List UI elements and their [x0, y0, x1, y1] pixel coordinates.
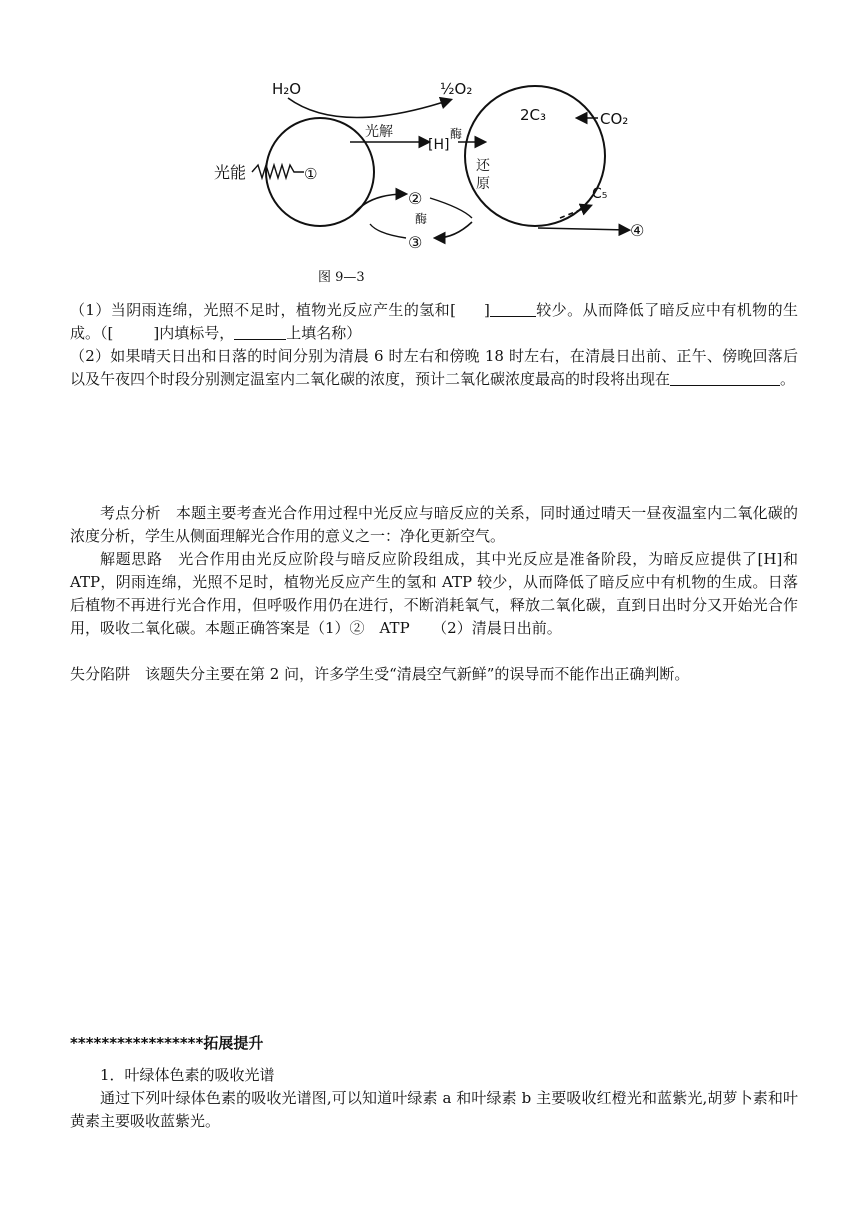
reduction-label-2: 原: [476, 176, 490, 192]
q1-name-blank-2: [234, 323, 286, 340]
atp-cycle-right-arrow: [430, 198, 472, 218]
pitfall-paragraph: 失分陷阱 该题失分主要在第 2 问，许多学生受“清晨空气新鲜”的误导而不能作出正确判断。: [70, 665, 690, 683]
marker-3: ③: [408, 233, 423, 252]
question-1: [70, 299, 798, 345]
diagram-svg: [200, 70, 670, 265]
q1-part1: （1）当阴雨连绵，光照不足时，植物光反应产生的氢和[: [70, 301, 456, 319]
enzyme-mid-label: 酶: [415, 212, 428, 226]
c3-label: 2C₃: [520, 106, 547, 124]
photolysis-label: 光解: [365, 124, 393, 140]
light-energy-zigzag: [252, 165, 304, 178]
q2-end: 。: [780, 370, 796, 388]
extension-item-text: 通过下列叶绿体色素的吸收光谱图,可以知道叶绿素 a 和叶绿素 b 主要吸收红橙光和蓝紫光,胡萝卜素和叶黄素主要吸收蓝紫光。: [70, 1089, 798, 1130]
q1-part5: 上填名称）: [286, 324, 362, 342]
hydrogen-label: [H]: [428, 137, 450, 153]
q1-name-blank: [490, 300, 536, 317]
marker-1: ①: [304, 165, 318, 183]
analysis-paragraph: 考点分析 本题主要考查光合作用过程中光反应与暗反应的关系，同时通过晴天一昼夜温室内二氧化碳的浓度分析，学生从侧面理解光合作用的意义之一：净化更新空气。: [70, 504, 798, 545]
atp-cycle-top-arrow: [352, 194, 405, 216]
enzyme-top-label: 酶: [450, 127, 463, 141]
q2-text: （2）如果晴天日出和日落的时间分别为清晨 6 时左右和傍晚 18 时左右，在清晨日出前、正午、傍晚回落后以及午夜四个时段分别测定温室内二氧化碳的浓度，预计二氧化碳浓度最高的时段将出现在: [70, 347, 798, 388]
light-energy-label: 光能: [214, 163, 247, 182]
solution-paragraph: 解题思路 光合作用由光反应阶段与暗反应阶段组成，其中光反应是准备阶段，为暗反应提供了[H]和 ATP，阴雨连绵，光照不足时，植物光反应产生的氢和 ATP 较少，从而降低了暗反应中有机物的生成。日落后植物不再进行光合作用，但呼吸作用仍在进行，不断消耗氧气，释放二氧化碳，直到日出时分又开始光合作用，吸收二氧化碳。本题正确答案是（1）② ATP （2）清晨日出前。: [70, 550, 798, 637]
product-arrow: [538, 228, 628, 230]
atp-cycle-bottom-arrow: [436, 222, 472, 238]
atp-cycle-left-arrow: [370, 224, 406, 238]
water-to-oxygen-arrow: [288, 98, 450, 118]
reduction-label-1: 还: [476, 158, 490, 174]
marker-4: ④: [630, 221, 645, 240]
q1-part3: 较少。从而降低了暗反应中有机物的生成。（[: [70, 301, 798, 342]
oxygen-label: ½O₂: [440, 80, 473, 98]
co2-label: CO₂: [600, 110, 629, 128]
q2-answer-blank: [670, 369, 780, 386]
figure-caption: 图 9—3: [318, 270, 365, 285]
c5-dashed-arrow: [560, 206, 590, 218]
extension-item-title: 1．叶绿体色素的吸收光谱: [100, 1066, 275, 1084]
photosynthesis-diagram: [200, 70, 670, 265]
marker-2: ②: [408, 189, 423, 208]
h2o-label: H₂O: [272, 80, 302, 98]
extension-heading: *****************拓展提升: [70, 1034, 264, 1052]
question-2: [70, 345, 798, 391]
c5-label: C₅: [592, 186, 608, 202]
q1-part4: ]内填标号，: [153, 324, 235, 342]
q1-part2: ]: [483, 301, 490, 319]
